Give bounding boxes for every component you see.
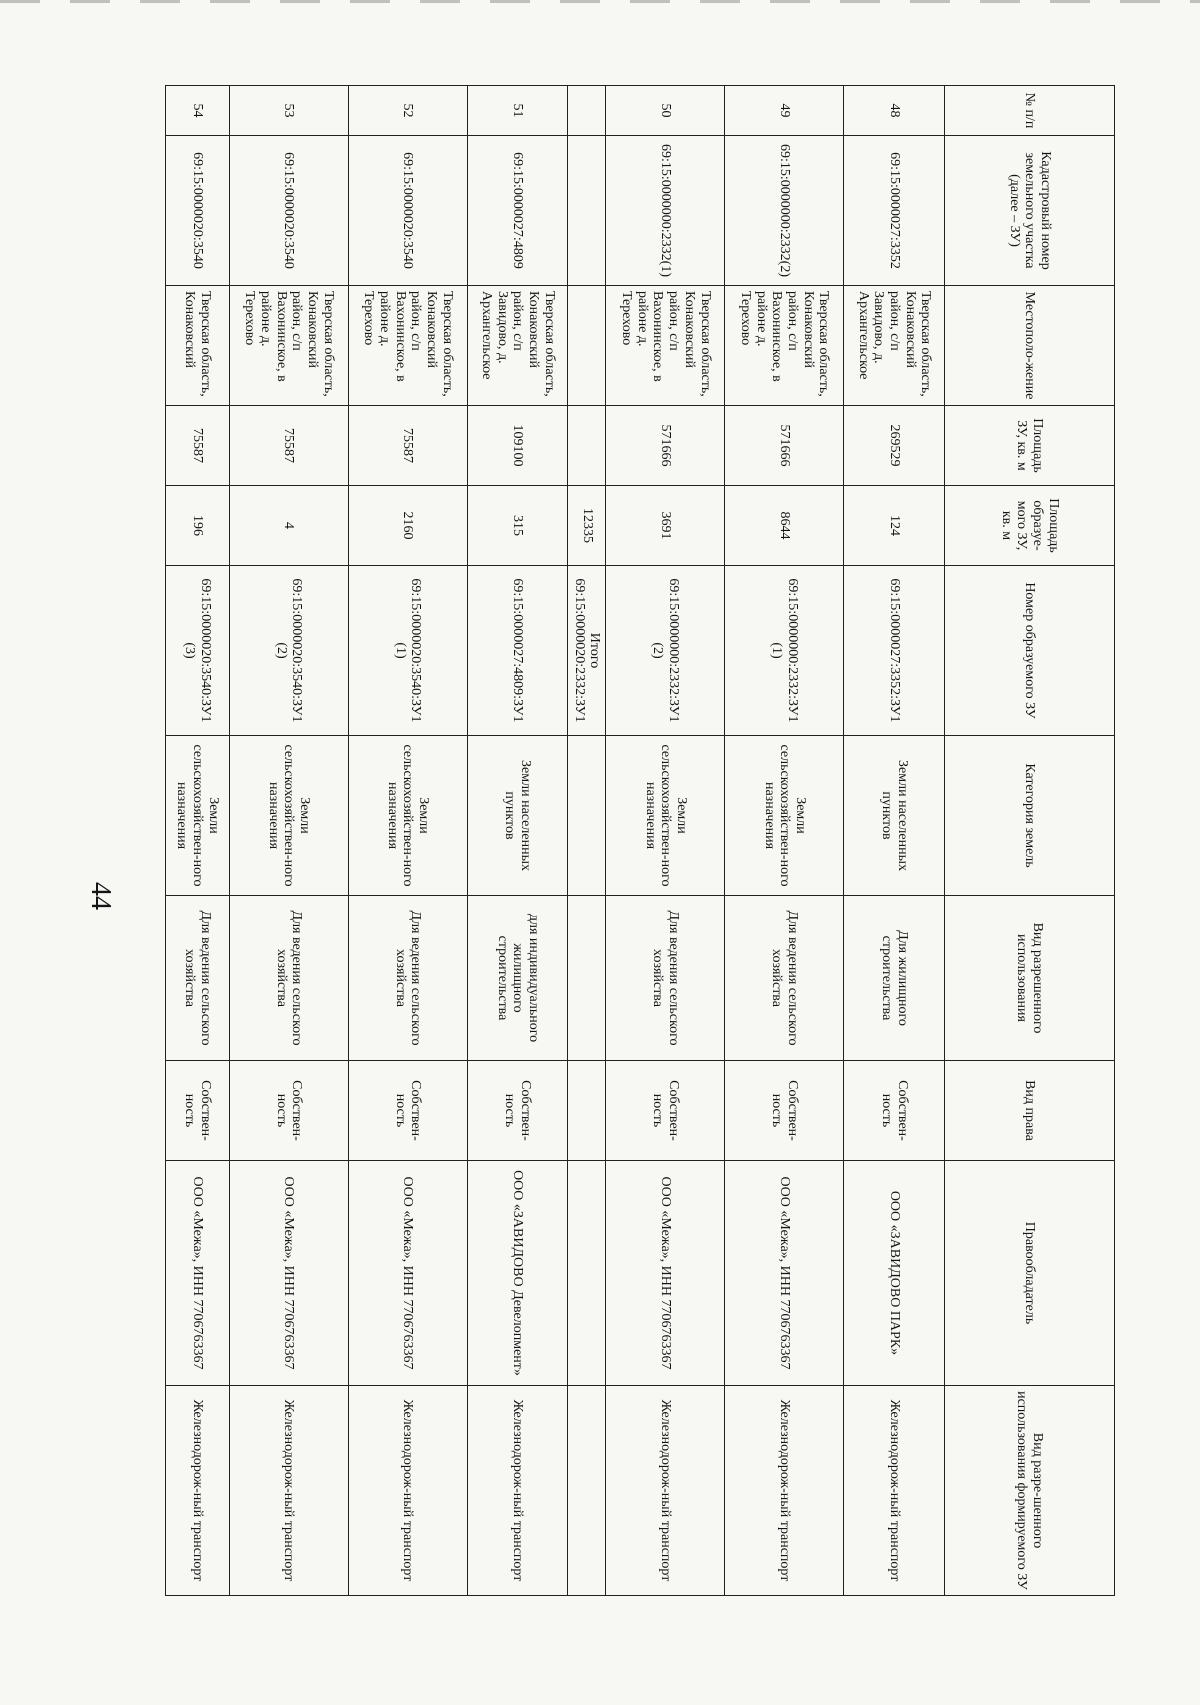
cell-new-use: Железнодорож-ный транспорт [166,1386,230,1596]
cell-category: Земли населенных пунктов [844,736,945,896]
cell-area: 75587 [348,406,467,486]
cell-num: 51 [467,86,568,136]
table-row [348,86,467,1596]
cell-new-area: 2160 [348,486,467,566]
cell-empty [568,286,606,406]
cell-empty [568,736,606,896]
cell-cadastral: 69:15:0000020:3540 [348,136,467,286]
cell-total-number: Итого 69:15:0000020:2332:ЗУ1 [568,566,606,736]
header-area: Площадь ЗУ, кв. м [945,406,1115,486]
cell-owner: ООО «Межа», ИНН 7706763367 [229,1161,348,1386]
cell-right: Собствен-ность [348,1061,467,1161]
cell-permitted-use: Для ведения сельского хозяйства [725,896,844,1061]
table-row [606,86,725,1596]
cell-owner: ООО «ЗАВИДОВО ПАРК» [844,1161,945,1386]
cell-cadastral: 69:15:0000027:3352 [844,136,945,286]
cell-category: Земли сельскохозяйствен-ного назначения [166,736,230,896]
cell-location: Тверская область, Конаковский [166,286,230,406]
cell-cadastral: 69:15:0000000:2332(2) [725,136,844,286]
cell-location: Тверская область, Конаковский район, с/п Завидово, д. Архангельское [467,286,568,406]
cell-owner: ООО «Межа», ИНН 7706763367 [725,1161,844,1386]
cell-new-area: 3691 [606,486,725,566]
cell-new-use: Железнодорож-ный транспорт [467,1386,568,1596]
cell-permitted-use: Для ведения сельского хозяйства [606,896,725,1061]
cell-empty [568,1386,606,1596]
cell-owner: ООО «Межа», ИНН 7706763367 [606,1161,725,1386]
header-right: Вид права [945,1061,1115,1161]
header-num: № п/п [945,86,1115,136]
cell-cadastral: 69:15:0000020:3540 [166,136,230,286]
cell-num: 50 [606,86,725,136]
table-row [229,86,348,1596]
table-row [467,86,568,1596]
header-cadastral: Кадастровый номер земельного участка (далее – ЗУ) [945,136,1115,286]
cell-area: 269529 [844,406,945,486]
cell-cadastral: 69:15:0000020:3540 [229,136,348,286]
cell-category: Земли сельскохозяйствен-ного назначения [229,736,348,896]
cell-num: 53 [229,86,348,136]
header-category: Категория земель [945,736,1115,896]
cell-new-area: 124 [844,486,945,566]
cell-new-number: 69:15:0000000:2332:ЗУ1 (2) [606,566,725,736]
cell-location: Тверская область, Конаковский район, с/п Вахонинское, в районе д. Терехово [606,286,725,406]
cell-new-number: 69:15:0000020:3540:ЗУ1 (1) [348,566,467,736]
table-row [166,86,230,1596]
cell-permitted-use: Для жилищного строительства [844,896,945,1061]
cell-category: Земли населенных пунктов [467,736,568,896]
page-number: 44 [85,882,116,910]
cell-category: Земли сельскохозяйствен-ного назначения [606,736,725,896]
cell-area: 75587 [229,406,348,486]
cell-permitted-use: Для ведения сельского хозяйства [229,896,348,1061]
header-owner: Правообладатель [945,1161,1115,1386]
cell-new-area: 4 [229,486,348,566]
header-new-use: Вид разре-шенного использования формируемого ЗУ [945,1386,1115,1596]
cell-area: 571666 [725,406,844,486]
cell-empty [568,1161,606,1386]
cell-new-area: 196 [166,486,230,566]
cell-new-use: Железнодорож-ный транспорт [725,1386,844,1596]
cell-new-number: 69:15:0000027:4809:ЗУ1 [467,566,568,736]
cell-new-number: 69:15:0000020:3540:ЗУ1 (2) [229,566,348,736]
cell-category: Земли сельскохозяйствен-ного назначения [725,736,844,896]
cell-right: Собствен-ность [725,1061,844,1161]
header-permitted-use: Вид разрешенного использования [945,896,1115,1061]
cell-location: Тверская область, Конаковский район, с/п Вахонинское, в районе д. Терехово [229,286,348,406]
table-row [844,86,945,1596]
cell-right: Собствен-ность [606,1061,725,1161]
cell-empty [568,86,606,136]
cell-permitted-use: Для ведения сельского хозяйства [348,896,467,1061]
cell-total-area: 12335 [568,486,606,566]
table-header-row [945,86,1115,1596]
cell-location: Тверская область, Конаковский район, с/п Вахонинское, в районе д. Терехово [348,286,467,406]
cell-new-use: Железнодорож-ный транспорт [229,1386,348,1596]
cell-num: 49 [725,86,844,136]
cell-empty [568,136,606,286]
cell-empty [568,1061,606,1161]
table-row [725,86,844,1596]
cell-new-number: 69:15:0000000:2332:ЗУ1 (1) [725,566,844,736]
scan-edge [0,0,1200,3]
cell-right: Собствен-ность [229,1061,348,1161]
cell-owner: ООО «Межа», ИНН 7706763367 [348,1161,467,1386]
cell-empty [568,896,606,1061]
cell-right: Собствен-ность [166,1061,230,1161]
cell-permitted-use: для индивидуального жилищного строительства [467,896,568,1061]
cell-num: 52 [348,86,467,136]
cell-owner: ООО «Межа», ИНН 7706763367 [166,1161,230,1386]
cell-new-use: Железнодорож-ный транспорт [844,1386,945,1596]
cell-new-area: 315 [467,486,568,566]
cell-new-use: Железнодорож-ный транспорт [606,1386,725,1596]
cell-empty [568,406,606,486]
cell-area: 109100 [467,406,568,486]
cell-cadastral: 69:15:0000027:4809 [467,136,568,286]
cell-new-number: 69:15:0000027:3352:ЗУ1 [844,566,945,736]
cell-new-area: 8644 [725,486,844,566]
header-new-area: Площадь образуе-мого ЗУ, кв. м [945,486,1115,566]
cell-new-use: Железнодорож-ный транспорт [348,1386,467,1596]
cell-category: Земли сельскохозяйствен-ного назначения [348,736,467,896]
header-new-number: Номер образуемого ЗУ [945,566,1115,736]
table-total-row [568,86,606,1596]
cell-right: Собствен-ность [467,1061,568,1161]
cell-num: 48 [844,86,945,136]
cell-num: 54 [166,86,230,136]
cell-right: Собствен-ность [844,1061,945,1161]
cell-area: 571666 [606,406,725,486]
cell-owner: ООО «ЗАВИДОВО Девелопмент» [467,1161,568,1386]
cell-area: 75587 [166,406,230,486]
cell-cadastral: 69:15:0000000:2332(1) [606,136,725,286]
land-plots-table [165,85,1115,1596]
cell-new-number: 69:15:0000020:3540:ЗУ1 (3) [166,566,230,736]
cell-permitted-use: Для ведения сельского хозяйства [166,896,230,1061]
cell-location: Тверская область, Конаковский район, с/п Завидово, д. Архангельское [844,286,945,406]
rotated-table-wrapper [165,85,1115,1595]
cell-location: Тверская область, Конаковский район, с/п Вахонинское, в районе д. Терехово [725,286,844,406]
header-location: Местополо-жение [945,286,1115,406]
